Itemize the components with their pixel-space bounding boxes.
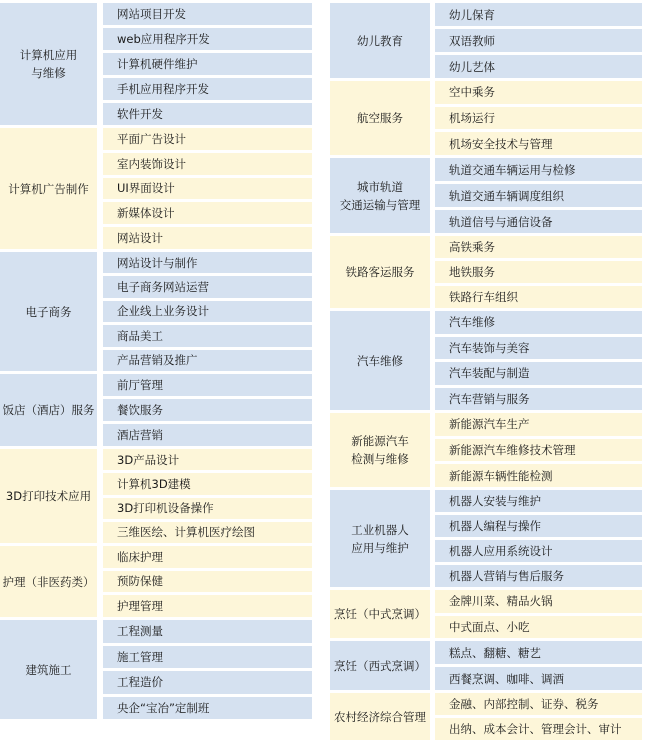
program-row: 工程测量 — [103, 620, 312, 643]
program-row: 手机应用程序开发 — [103, 78, 312, 100]
program-row: 轨道信号与通信设备 — [435, 210, 642, 233]
program-row: 产品营销及推广 — [103, 350, 312, 371]
category-cell: 城市轨道 交通运输与管理 — [330, 158, 430, 233]
program-row: 网站设计 — [103, 227, 312, 249]
program-row: 预防保健 — [103, 571, 312, 593]
program-group — [0, 374, 314, 446]
program-row: 护理管理 — [103, 595, 312, 617]
program-row: 计算机3D建模 — [103, 473, 312, 494]
program-group — [0, 620, 314, 719]
category-cell: 幼儿教育 — [330, 3, 430, 78]
program-row: 机器人安装与维护 — [435, 490, 642, 512]
program-row: 地铁服务 — [435, 261, 642, 283]
program-row: 轨道交通车辆运用与检修 — [435, 158, 642, 181]
program-row: 餐饮服务 — [103, 399, 312, 421]
program-row: UI界面设计 — [103, 178, 312, 200]
program-group — [330, 490, 642, 587]
program-row: 空中乘务 — [435, 81, 642, 104]
program-row: 央企“宝冶”定制班 — [103, 697, 312, 720]
program-row: 三维医绘、计算机医疗绘图 — [103, 522, 312, 543]
category-cell: 3D打印技术应用 — [0, 449, 97, 543]
program-row: 临床护理 — [103, 546, 312, 568]
program-row: 金融、内部控制、证券、税务 — [435, 693, 642, 715]
program-row: 机器人编程与操作 — [435, 515, 642, 537]
program-row: 工程造价 — [103, 671, 312, 694]
program-row: 高铁乘务 — [435, 236, 642, 258]
program-row: 新能源汽车维修技术管理 — [435, 439, 642, 462]
category-cell: 计算机应用 与维修 — [0, 3, 97, 125]
program-row: 幼儿保育 — [435, 3, 642, 26]
program-row: 汽车装配与制造 — [435, 362, 642, 385]
program-row: 3D打印机设备操作 — [103, 498, 312, 519]
program-row: 平面广告设计 — [103, 128, 312, 150]
program-row: 室内装饰设计 — [103, 153, 312, 175]
category-cell: 计算机广告制作 — [0, 128, 97, 249]
program-row: 汽车装饰与美容 — [435, 337, 642, 360]
program-group — [0, 449, 314, 543]
program-row: 机场安全技术与管理 — [435, 132, 642, 155]
program-group — [330, 81, 642, 155]
program-row: 3D产品设计 — [103, 449, 312, 470]
category-cell: 电子商务 — [0, 252, 97, 371]
category-cell: 新能源汽车 检测与维修 — [330, 413, 430, 487]
program-row: 网站项目开发 — [103, 3, 312, 25]
program-row: 机器人应用系统设计 — [435, 540, 642, 562]
program-row: 软件开发 — [103, 103, 312, 125]
program-row: web应用程序开发 — [103, 28, 312, 50]
program-row: 计算机硬件维护 — [103, 53, 312, 75]
category-cell: 农村经济综合管理 — [330, 693, 430, 740]
category-cell: 工业机器人 应用与维护 — [330, 490, 430, 587]
program-row: 施工管理 — [103, 646, 312, 669]
program-row: 网站设计与制作 — [103, 252, 312, 273]
program-group — [330, 641, 642, 690]
category-cell: 饭店（酒店）服务 — [0, 374, 97, 446]
program-row: 幼儿艺体 — [435, 55, 642, 78]
program-row: 新媒体设计 — [103, 202, 312, 224]
category-cell: 烹饪（西式烹调） — [330, 641, 430, 690]
program-row: 糕点、翻糖、糖艺 — [435, 641, 642, 664]
program-group — [0, 128, 314, 249]
program-group — [330, 693, 642, 740]
program-row: 新能源车辆性能检测 — [435, 464, 642, 487]
program-row: 企业线上业务设计 — [103, 301, 312, 322]
program-row: 商品美工 — [103, 325, 312, 346]
program-group — [330, 158, 642, 233]
program-group — [330, 311, 642, 410]
category-cell: 汽车维修 — [330, 311, 430, 410]
program-row: 汽车营销与服务 — [435, 388, 642, 411]
category-cell: 烹饪（中式烹调） — [330, 590, 430, 638]
category-cell: 护理（非医药类） — [0, 546, 97, 617]
program-row: 双语教师 — [435, 29, 642, 52]
program-group — [330, 236, 642, 308]
program-row: 中式面点、小吃 — [435, 616, 642, 639]
program-row: 汽车维修 — [435, 311, 642, 334]
program-row: 铁路行车组织 — [435, 286, 642, 308]
category-cell: 铁路客运服务 — [330, 236, 430, 308]
category-cell: 建筑施工 — [0, 620, 97, 719]
program-row: 酒店营销 — [103, 424, 312, 446]
program-group — [330, 590, 642, 638]
category-cell: 航空服务 — [330, 81, 430, 155]
program-group — [0, 546, 314, 617]
program-group — [0, 3, 314, 125]
program-group — [0, 252, 314, 371]
program-row: 前厅管理 — [103, 374, 312, 396]
program-row: 出纳、成本会计、管理会计、审计 — [435, 718, 642, 740]
program-row: 机器人营销与售后服务 — [435, 565, 642, 587]
program-row: 轨道交通车辆调度组织 — [435, 184, 642, 207]
program-row: 电子商务网站运营 — [103, 276, 312, 297]
program-row: 机场运行 — [435, 107, 642, 130]
program-row: 金牌川菜、精品火锅 — [435, 590, 642, 613]
program-row: 西餐烹调、咖啡、调酒 — [435, 667, 642, 690]
program-group — [330, 413, 642, 487]
program-group — [330, 3, 642, 78]
program-row: 新能源汽车生产 — [435, 413, 642, 436]
